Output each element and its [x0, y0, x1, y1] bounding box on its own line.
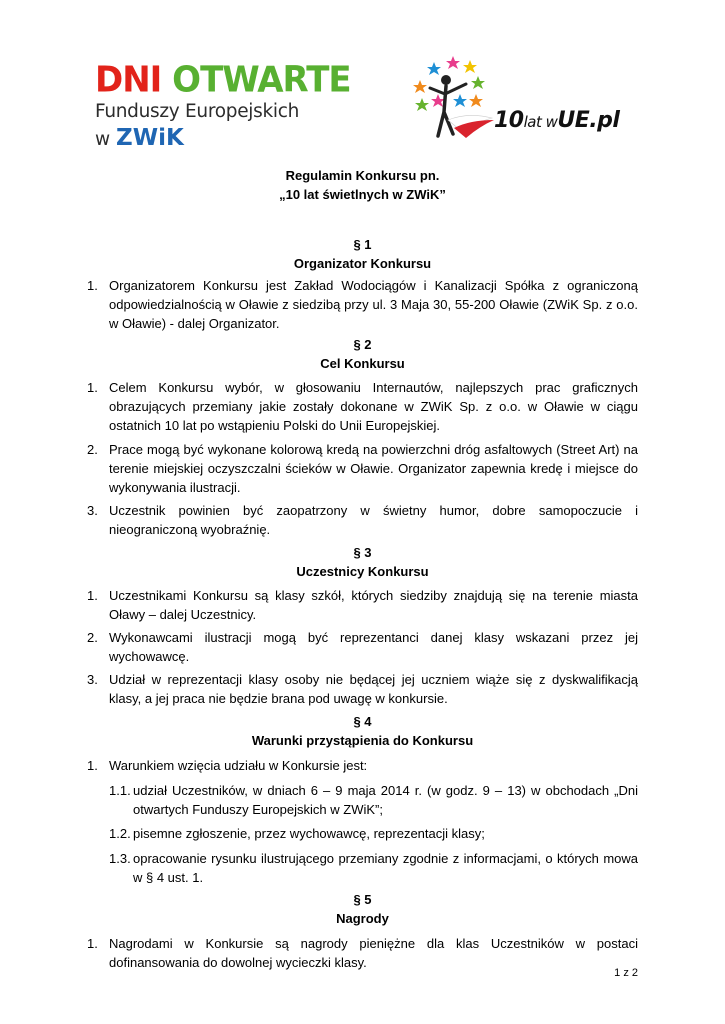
- logo-w-text: w: [95, 129, 111, 150]
- document-title-line2: „10 lat świetlnych w ZWiK”: [279, 187, 446, 202]
- dni-otwarte-logo: [95, 59, 351, 157]
- section-2-item-2-text: Prace mogą być wykonane kolorową kredą na powierzchni dróg asfaltowych (Street Art) na terenie miejskiej oczyszczalni ścieków w Oławie. Organizator zapewnia kredę i miejsce do wykonywania ilustracji.: [109, 442, 638, 495]
- section-4-subitem-2-number: 1.2.: [109, 826, 131, 841]
- section-3-item-1-number: 1.: [87, 588, 98, 603]
- section-4-sign: § 4: [353, 714, 372, 729]
- logo-10-lat-w-ue-text: [494, 108, 619, 133]
- document-title-line1: Regulamin Konkursu pn.: [285, 168, 440, 183]
- section-1-item-1-number: 1.: [87, 278, 98, 293]
- logo-line1: [95, 59, 351, 101]
- section-1-sign: § 1: [353, 237, 372, 252]
- section-5-item-1-number: 1.: [87, 936, 98, 951]
- section-3-item-2-number: 2.: [87, 630, 98, 645]
- section-4-heading: Warunki przystąpienia do Konkursu: [251, 733, 474, 748]
- section-4-subitem-3-text: opracowanie rysunku ilustrującego przemiany zgodnie z informacjami, o których mowa w § 4 ust. 1.: [133, 851, 638, 885]
- section-2-item-2-number: 2.: [87, 442, 98, 457]
- section-3-item-3-number: 3.: [87, 672, 98, 687]
- section-5-item-1-text: Nagrodami w Konkursie są nagrody pieniężne dla klas Uczestników w postaci dofinansowania do dowolnej wycieczki klasy.: [109, 936, 638, 970]
- section-4-subitem-2-text: pisemne zgłoszenie, przez wychowawcę, reprezentacji klasy;: [133, 826, 485, 841]
- stars-figure-icon: [408, 54, 638, 150]
- section-3-item-1-text: Uczestnikami Konkursu są klasy szkół, których siedziby znajdują się na terenie miasta Oławy – dalej Uczestnicy.: [109, 588, 638, 622]
- section-2-item-1-number: 1.: [87, 380, 98, 395]
- logo-zwik-text: ZWiK: [116, 125, 184, 151]
- section-3-heading: Uczestnicy Konkursu: [296, 564, 429, 579]
- logo-10-text: 10: [494, 108, 524, 133]
- logo-lat-w-text: lat w: [523, 113, 558, 131]
- section-5-heading: Nagrody: [336, 911, 389, 926]
- section-3-item-3-text: Udział w reprezentacji klasy osoby nie będącej jej uczniem wiąże się z dyskwalifikacją klasy, a jej praca nie będzie brana pod uwagę w konkursie.: [109, 672, 638, 706]
- 10-lat-w-ue-logo: [408, 54, 638, 150]
- section-4-subitem-3-number: 1.3.: [109, 851, 131, 866]
- section-5-sign: § 5: [353, 892, 372, 907]
- section-4-subitem-1-text: udział Uczestników, w dniach 6 – 9 maja 2014 r. (w godz. 9 – 13) w obchodach „Dni otwartych Funduszy Europejskich w ZWiK”;: [133, 783, 638, 817]
- section-1-heading: Organizator Konkursu: [293, 256, 432, 271]
- section-2-sign: § 2: [353, 337, 372, 352]
- section-4-subitem-1-number: 1.1.: [109, 783, 131, 798]
- logo-dni-text: DNI: [95, 59, 162, 101]
- logo-otwarte-text: OTWARTE: [172, 59, 351, 101]
- section-4-item-1-number: 1.: [87, 758, 98, 773]
- logo-line2: Funduszy Europejskich: [95, 101, 300, 122]
- section-4-item-1-text: Warunkiem wzięcia udziału w Konkursie jest:: [109, 758, 368, 773]
- page-number: 1 z 2: [614, 967, 638, 979]
- section-3-item-2-text: Wykonawcami ilustracji mogą być reprezentanci danej klasy wskazani przez jej wychowawcę.: [109, 630, 638, 664]
- section-2-item-3-number: 3.: [87, 503, 98, 518]
- section-2-item-1-text: Celem Konkursu wybór, w głosowaniu Internautów, najlepszych prac graficznych obrazujących przemiany jakie zostały dokonane w ZWiK Sp. z o.o. w Oławie w ciągu ostatnich 10 lat po wstąpieniu Polski do Unii Europejskiej.: [109, 380, 638, 433]
- section-2-heading: Cel Konkursu: [320, 356, 405, 371]
- section-1-item-1-text: Organizatorem Konkursu jest Zakład Wodociągów i Kanalizacji Spółka z ograniczoną odpowiedzialnością w Oławie z siedzibą przy ul. 3 Maja 30, 55-200 Oławie (ZWiK Sp. z o.o. w Oławie) - dalej Organizator.: [109, 278, 638, 331]
- logo-uepl-text: UE.pl: [557, 108, 620, 133]
- section-3-sign: § 3: [353, 545, 372, 560]
- logo-line3: [95, 126, 325, 152]
- section-2-item-3-text: Uczestnik powinien być zaopatrzony w świetny humor, dobre samopoczucie i nieograniczoną wyobraźnię.: [109, 503, 638, 537]
